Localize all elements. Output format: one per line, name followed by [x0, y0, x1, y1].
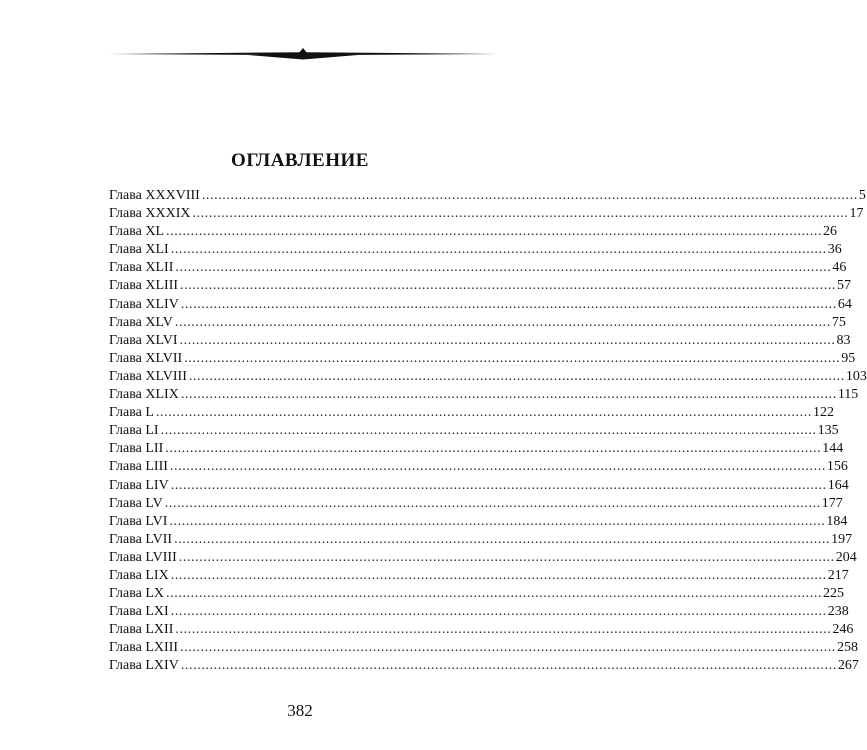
toc-page-number: 36: [827, 242, 842, 258]
toc-list: [109, 187, 867, 676]
toc-entry[interactable]: [109, 332, 851, 350]
toc-chapter-label: Глава XLVII: [109, 350, 183, 366]
header-ornament-rule: [108, 45, 498, 65]
toc-dot-leader: ................................................................................................................................................................: [166, 224, 823, 240]
toc-entry[interactable]: [109, 567, 849, 585]
toc-dot-leader: ................................................................................................................................................................: [164, 495, 821, 511]
toc-page-number: 267: [837, 658, 859, 674]
toc-chapter-label: Глава XLIV: [109, 296, 179, 312]
toc-entry[interactable]: [109, 639, 859, 657]
toc-dot-leader: ................................................................................................................................................................: [201, 188, 858, 203]
toc-entry[interactable]: [109, 549, 857, 567]
toc-entry[interactable]: [109, 657, 859, 675]
toc-title: ОГЛАВЛЕНИЕ: [231, 150, 369, 171]
toc-page-number: 64: [837, 296, 852, 312]
toc-chapter-label: Глава LXII: [109, 622, 174, 638]
toc-entry[interactable]: [109, 422, 839, 440]
toc-dot-leader: ................................................................................................................................................................: [170, 242, 827, 258]
toc-dot-leader: ................................................................................................................................................................: [192, 206, 849, 222]
toc-entry[interactable]: [109, 477, 849, 495]
toc-dot-leader: ................................................................................................................................................................: [180, 296, 837, 312]
toc-page-number: 184: [826, 513, 848, 529]
toc-page-number: 177: [821, 495, 843, 511]
toc-page-number: 135: [817, 423, 839, 439]
toc-dot-leader: ................................................................................................................................................................: [169, 459, 826, 475]
toc-chapter-label: Глава LIV: [109, 477, 169, 493]
toc-dot-leader: ................................................................................................................................................................: [184, 350, 841, 366]
toc-chapter-label: Глава LIX: [109, 567, 169, 583]
page-number: 382: [287, 701, 313, 720]
toc-chapter-label: Глава XXXIX: [109, 206, 191, 222]
toc-page-number: 197: [831, 531, 853, 547]
toc-page-number: 204: [835, 549, 857, 565]
toc-page-number: 238: [827, 604, 849, 620]
toc-entry[interactable]: [109, 585, 845, 603]
toc-page-number: 144: [822, 441, 844, 457]
toc-chapter-label: Глава LXIII: [109, 640, 179, 656]
toc-chapter-label: Глава XLIII: [109, 278, 179, 294]
toc-chapter-label: Глава LV: [109, 495, 163, 511]
toc-page-number: 246: [832, 622, 854, 638]
toc-chapter-label: Глава XLVI: [109, 332, 178, 348]
toc-entry[interactable]: [109, 259, 847, 277]
toc-page-number: 122: [812, 405, 834, 421]
toc-dot-leader: ................................................................................................................................................................: [174, 314, 831, 330]
toc-page-number: 46: [832, 260, 847, 276]
toc-dot-leader: ................................................................................................................................................................: [170, 477, 827, 493]
toc-entry[interactable]: [109, 368, 867, 386]
toc-dot-leader: ................................................................................................................................................................: [165, 441, 822, 457]
toc-dot-leader: ................................................................................................................................................................: [160, 423, 817, 439]
toc-entry[interactable]: [109, 241, 842, 259]
toc-page-number: 57: [837, 278, 852, 294]
toc-dot-leader: ................................................................................................................................................................: [180, 640, 837, 656]
toc-page-number: 26: [823, 224, 838, 240]
toc-entry[interactable]: [109, 187, 866, 205]
toc-entry[interactable]: [109, 495, 843, 513]
toc-page-number: 95: [841, 350, 856, 366]
toc-dot-leader: ................................................................................................................................................................: [166, 586, 823, 602]
toc-dot-leader: ................................................................................................................................................................: [175, 622, 832, 638]
toc-chapter-label: Глава XL: [109, 224, 165, 240]
toc-dot-leader: ................................................................................................................................................................: [179, 332, 836, 348]
toc-dot-leader: ................................................................................................................................................................: [174, 531, 831, 547]
toc-entry[interactable]: [109, 603, 849, 621]
toc-chapter-label: Глава XLV: [109, 314, 173, 330]
toc-chapter-label: Глава LI: [109, 423, 159, 439]
toc-dot-leader: ................................................................................................................................................................: [188, 368, 845, 384]
toc-chapter-label: Глава LXI: [109, 604, 169, 620]
toc-chapter-label: Глава XLVIII: [109, 368, 187, 384]
toc-dot-leader: ................................................................................................................................................................: [178, 549, 835, 565]
toc-chapter-label: Глава LVIII: [109, 549, 177, 565]
toc-chapter-label: Глава LIII: [109, 459, 168, 475]
toc-chapter-label: Глава LVII: [109, 531, 173, 547]
toc-entry[interactable]: [109, 386, 859, 404]
toc-entry[interactable]: [109, 621, 854, 639]
toc-page-number: 103: [845, 368, 867, 384]
toc-page-number: 225: [823, 586, 845, 602]
toc-dot-leader: ................................................................................................................................................................: [180, 278, 837, 294]
toc-page-number: 5: [858, 188, 866, 203]
toc-dot-leader: ................................................................................................................................................................: [155, 405, 812, 421]
toc-entry[interactable]: [109, 350, 856, 368]
toc-chapter-label: Глава L: [109, 405, 154, 421]
toc-dot-leader: ................................................................................................................................................................: [170, 604, 827, 620]
toc-chapter-label: Глава XLIX: [109, 387, 179, 403]
toc-page-number: 83: [836, 332, 851, 348]
toc-chapter-label: Глава LX: [109, 586, 165, 602]
toc-entry[interactable]: [109, 277, 852, 295]
toc-chapter-label: Глава LII: [109, 441, 164, 457]
toc-entry[interactable]: [109, 296, 852, 314]
toc-entry[interactable]: [109, 458, 848, 476]
toc-entry[interactable]: [109, 440, 844, 458]
toc-page-number: 156: [826, 459, 848, 475]
toc-dot-leader: ................................................................................................................................................................: [175, 260, 832, 276]
toc-chapter-label: Глава XXXVIII: [109, 188, 200, 203]
toc-dot-leader: ................................................................................................................................................................: [180, 658, 837, 674]
toc-page-number: 75: [831, 314, 846, 330]
toc-page-number: 17: [849, 206, 864, 222]
toc-chapter-label: Глава XLII: [109, 260, 174, 276]
toc-page-number: 217: [827, 567, 849, 583]
toc-page-number: 164: [827, 477, 849, 493]
toc-dot-leader: ................................................................................................................................................................: [180, 387, 837, 403]
toc-chapter-label: Глава LXIV: [109, 658, 179, 674]
toc-dot-leader: ................................................................................................................................................................: [170, 567, 827, 583]
toc-entry[interactable]: [109, 223, 838, 241]
toc-entry[interactable]: [109, 513, 848, 531]
toc-chapter-label: Глава XLI: [109, 242, 169, 258]
toc-dot-leader: ................................................................................................................................................................: [169, 513, 826, 529]
toc-chapter-label: Глава LVI: [109, 513, 168, 529]
toc-page-number: 258: [837, 640, 859, 656]
toc-entry[interactable]: [109, 404, 834, 422]
toc-entry[interactable]: [109, 205, 864, 223]
toc-entry[interactable]: [109, 314, 846, 332]
toc-entry[interactable]: [109, 531, 853, 549]
toc-page-number: 115: [837, 387, 859, 403]
